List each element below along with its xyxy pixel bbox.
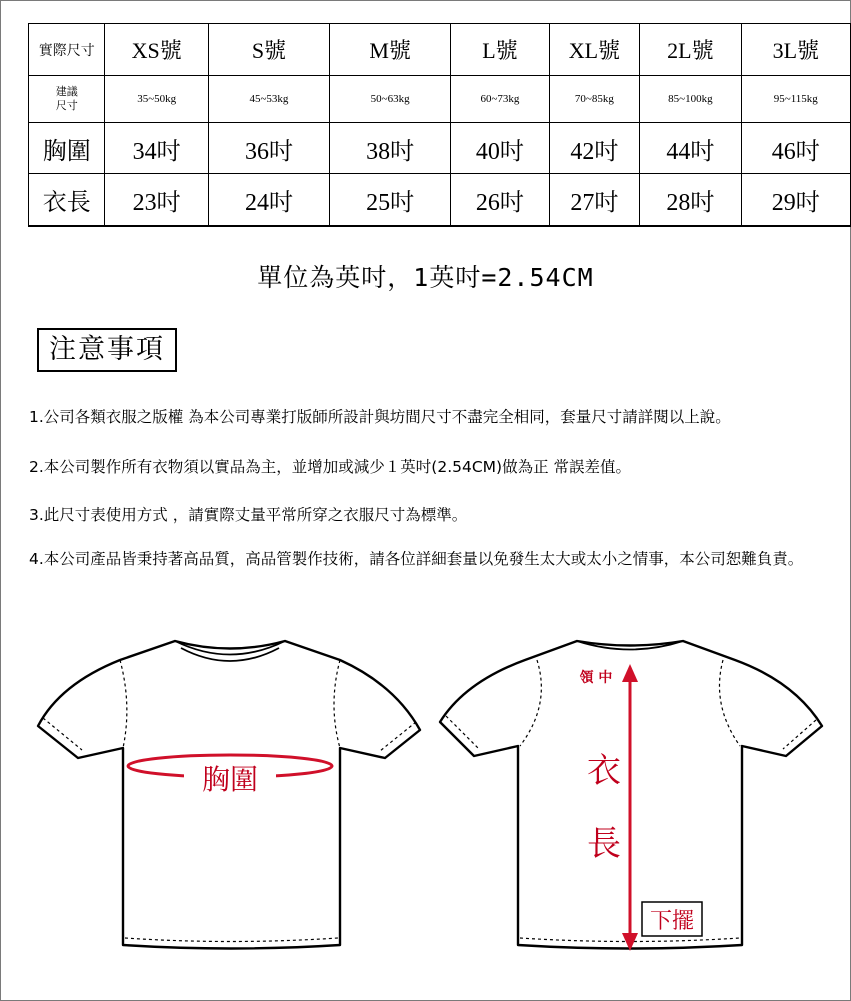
back-shirt-illustration (440, 641, 822, 951)
tshirt-diagram (0, 600, 851, 1000)
table-row-length (29, 174, 851, 227)
hem-label: 下擺 (649, 909, 695, 934)
table-cell: 38吋 (330, 123, 451, 174)
size-xs-header: XS號 (105, 24, 208, 76)
table-cell: 46吋 (741, 123, 850, 174)
weight-label-line2: 尺寸 (55, 100, 78, 112)
table-row-chest (29, 123, 851, 174)
weight-label-line1: 建議 (55, 86, 78, 98)
length-label-1: 衣 (587, 751, 621, 791)
size-xl-header: XL號 (549, 24, 640, 76)
size-table (28, 23, 851, 227)
table-cell: 34吋 (105, 123, 208, 174)
table-cell: 70~85kg (549, 76, 640, 123)
table-cell: 60~73kg (451, 76, 549, 123)
chest-row-label: 胸圍 (29, 123, 105, 174)
size-l-header: L號 (451, 24, 549, 76)
table-cell: 36吋 (208, 123, 329, 174)
chest-label: 胸圍 (201, 763, 259, 796)
table-cell: 24吋 (208, 174, 329, 227)
length-row-label: 衣長 (29, 174, 105, 227)
table-cell: 23吋 (105, 174, 208, 227)
table-row-weight (29, 76, 851, 123)
table-cell: 26吋 (451, 174, 549, 227)
notice-item-1: 1.公司各類衣服之版權 為本公司專業打版師所設計與坊間尺寸不盡完全相同，套量尺寸請詳閱以上說。 (29, 408, 731, 426)
size-s-header: S號 (208, 24, 329, 76)
table-cell: 85~100kg (640, 76, 741, 123)
size-3l-header: 3L號 (741, 24, 850, 76)
front-shirt-illustration (38, 641, 420, 949)
unit-note: 單位為英吋，1英吋=2.54CM (257, 263, 594, 292)
table-cell: 45~53kg (208, 76, 329, 123)
notice-item-3: 3.此尺寸表使用方式 ，請實際丈量平常所穿之衣服尺寸為標準。 (29, 506, 468, 524)
table-cell: 25吋 (330, 174, 451, 227)
notice-item-2: 2.本公司製作所有衣物須以實品為主，並增加或減少１英吋(2.54CM)做為正 常誤差值。 (29, 458, 632, 476)
table-cell: 44吋 (640, 123, 741, 174)
table-header-row (29, 24, 851, 76)
table-cell: 95~115kg (741, 76, 850, 123)
weight-row-label (29, 76, 105, 123)
table-cell: 29吋 (741, 174, 850, 227)
header-cell: 實際尺寸 (29, 24, 105, 76)
length-label-2: 長 (587, 824, 621, 864)
notice-title: 注意事項 (37, 328, 177, 372)
size-2l-header: 2L號 (640, 24, 741, 76)
table-cell: 27吋 (549, 174, 640, 227)
table-cell: 35~50kg (105, 76, 208, 123)
table-cell: 42吋 (549, 123, 640, 174)
table-cell: 28吋 (640, 174, 741, 227)
collar-center-label: 領 中 (579, 670, 613, 686)
notice-item-4: 4.本公司產品皆秉持著高品質，高品管製作技術，請各位詳細套量以免發生太大或太小之情事，本公司恕難負責。 (29, 550, 804, 568)
table-cell: 40吋 (451, 123, 549, 174)
size-m-header: M號 (330, 24, 451, 76)
table-cell: 50~63kg (330, 76, 451, 123)
